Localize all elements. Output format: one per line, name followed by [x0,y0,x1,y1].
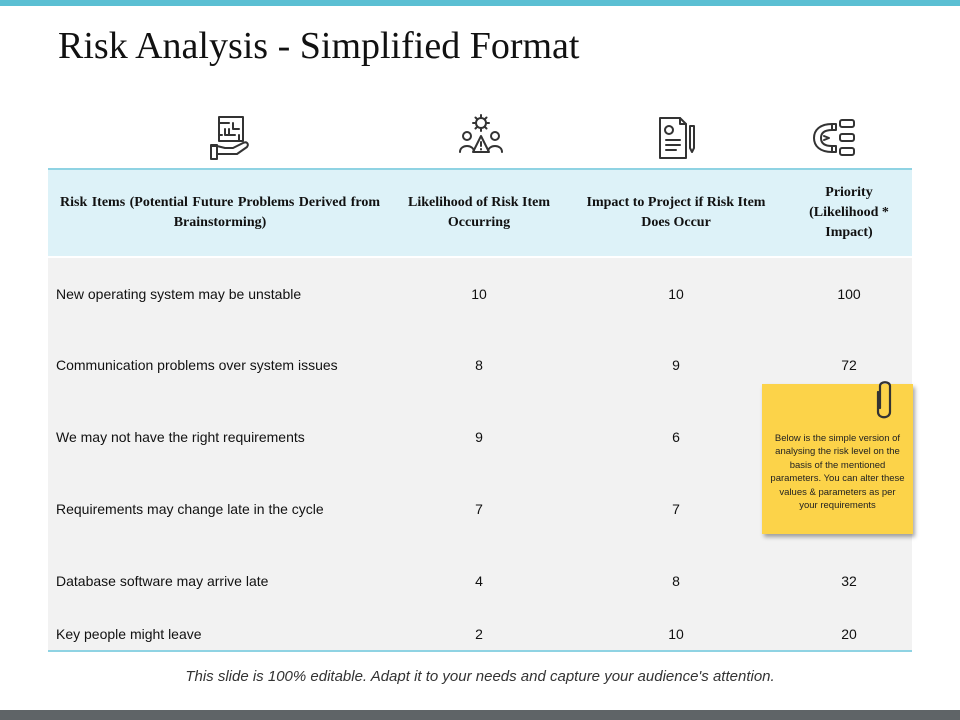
magnet-list-icon [810,114,858,162]
priority-cell: 20 [786,617,912,651]
impact-cell: 10 [566,257,786,329]
maze-hand-icon [207,114,255,162]
header-impact: Impact to Project if Risk Item Does Occur [566,169,786,257]
team-warning-gear-icon [457,114,505,162]
priority-cell: 100 [786,257,912,329]
table-row [48,545,912,617]
risk-item-cell: Key people might leave [48,617,392,651]
header-priority: Priority (Likelihood * Impact) [786,169,912,257]
risk-item-cell: New operating system may be unstable [48,257,392,329]
impact-cell: 10 [566,617,786,651]
table-row [48,617,912,651]
bottom-bar [0,710,960,720]
likelihood-cell: 4 [392,545,566,617]
priority-cell: 72 [786,329,912,401]
paperclip-icon [874,378,896,422]
risk-item-cell: Requirements may change late in the cycle [48,473,392,545]
priority-cell: 32 [786,545,912,617]
slide-title: Risk Analysis - Simplified Format [58,25,580,67]
likelihood-cell: 8 [392,329,566,401]
risk-item-cell: Database software may arrive late [48,545,392,617]
impact-cell: 8 [566,545,786,617]
sticky-note [762,384,913,534]
table-header-row [48,169,912,257]
likelihood-cell: 2 [392,617,566,651]
document-pen-icon [652,114,700,162]
sticky-note-text: Below is the simple version of analysing the risk level on the basis of the mentioned parameters. You can alter these values & parameters as per your requirements [770,433,905,512]
impact-cell: 6 [566,401,786,473]
footer-text: This slide is 100% editable. Adapt it to your needs and capture your audience's attention. [185,668,775,685]
impact-cell: 9 [566,329,786,401]
header-risk-items: Risk Items (Potential Future Problems Derived from Brainstorming) [48,169,392,257]
risk-item-cell: Communication problems over system issues [48,329,392,401]
likelihood-cell: 9 [392,401,566,473]
likelihood-cell: 7 [392,473,566,545]
impact-cell: 7 [566,473,786,545]
header-likelihood: Likelihood of Risk Item Occurring [392,169,566,257]
likelihood-cell: 10 [392,257,566,329]
risk-item-cell: We may not have the right requirements [48,401,392,473]
table-row [48,257,912,329]
top-accent-bar [0,0,960,6]
